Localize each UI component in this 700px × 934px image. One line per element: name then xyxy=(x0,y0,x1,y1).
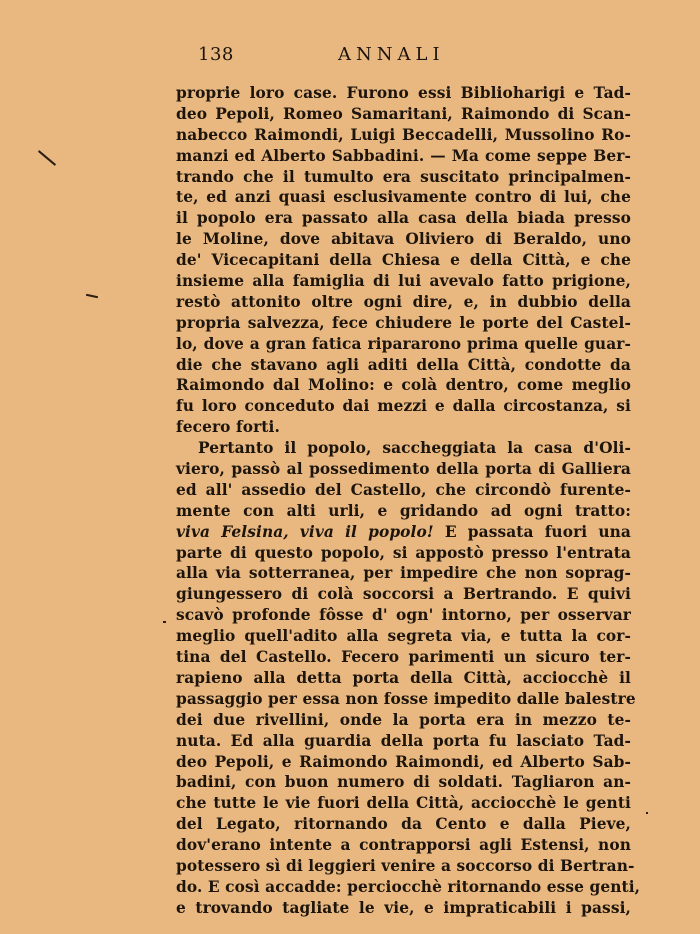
text-line: de' Vicecapitani della Chiesa e della Città, e che xyxy=(176,251,631,270)
text-line: insieme alla famiglia di lui avevalo fatto prigione, xyxy=(176,272,631,291)
text-line: trando che il tumulto era suscitato principalmen- xyxy=(176,167,631,186)
line-continuation: E passata fuori una xyxy=(433,522,631,541)
text-line: te, ed anzi quasi esclusivamente contro di lui, che xyxy=(176,188,631,207)
text-line: badini, con buon numero di soldati. Tagliaron an- xyxy=(176,773,631,792)
margin-dot xyxy=(163,621,166,623)
text-line: parte di questo popolo, si appostò presso l'entrata xyxy=(176,543,631,562)
text-line: nuta. Ed alla guardia della porta fu lasciato Tad- xyxy=(176,731,631,750)
text-line: le Moline, dove abitava Oliviero di Beraldo, uno xyxy=(176,230,631,249)
text-line: che tutte le vie fuori della Città, acciocchè le genti xyxy=(176,794,631,813)
margin-dot xyxy=(646,812,648,814)
text-line: il popolo era passato alla casa della biada presso xyxy=(176,209,631,228)
text-line: del Legato, ritornando da Cento e dalla Pieve, xyxy=(176,815,631,834)
text-line: Pertanto il popolo, saccheggiata la casa d'Oli- xyxy=(198,439,631,458)
text-line: rapieno alla detta porta della Città, acciocchè il xyxy=(176,668,631,687)
text-line xyxy=(176,522,631,543)
text-line: scavò profonde fôsse d' ogn' intorno, per osservar xyxy=(176,606,631,625)
text-line: propria salvezza, fece chiudere le porte del Castel- xyxy=(176,313,631,332)
text-line: dov'erano intente a contrapporsi agli Estensi, non xyxy=(176,836,631,855)
text-line: fu loro conceduto dai mezzi e dalla circostanza, si xyxy=(176,397,631,416)
text-line: meglio quell'adito alla segreta via, e tutta la cor- xyxy=(176,627,631,646)
text-line: restò attonito oltre ogni dire, e, in dubbio della xyxy=(176,292,631,311)
text-line: mente con alti urli, e gridando ad ogni tratto: xyxy=(176,501,631,520)
text-line: fecero forti. xyxy=(176,418,280,437)
page-header xyxy=(178,44,632,70)
text-line: lo, dove a gran fatica ripararono prima quelle guar- xyxy=(176,334,631,353)
text-line: Raimondo dal Molino: e colà dentro, come meglio xyxy=(176,376,631,395)
margin-pen-mark xyxy=(86,294,98,298)
text-line: giungessero di colà soccorsi a Bertrando. E quivi xyxy=(176,585,631,604)
text-line: tina del Castello. Fecero parimenti un sicuro ter- xyxy=(176,648,631,667)
page-number: 138 xyxy=(198,44,234,65)
paragraph xyxy=(176,83,631,438)
text-line: nabecco Raimondi, Luigi Beccadelli, Mussolino Ro- xyxy=(176,125,631,144)
text-line: alla via sotterranea, per impedire che non soprag- xyxy=(176,564,631,583)
text-line: potessero sì di leggieri venire a soccorso di Bertran- xyxy=(176,856,635,875)
text-line: die che stavano agli aditi della Città, condotte da xyxy=(176,355,631,374)
margin-pen-mark xyxy=(38,150,56,166)
text-line: manzi ed Alberto Sabbadini. — Ma come seppe Ber- xyxy=(176,146,631,165)
text-line: viero, passò al possedimento della porta di Galliera xyxy=(176,460,631,479)
text-line: proprie loro case. Furono essi Biblioharigi e Tad- xyxy=(176,84,631,102)
exclamation-italic: viva Felsina, viva il popolo! xyxy=(176,522,434,541)
text-line: deo Pepoli, Romeo Samaritani, Raimondo di Scan- xyxy=(176,104,631,123)
paragraph xyxy=(176,438,641,918)
text-line: e trovando tagliate le vie, e impraticabili i passi, xyxy=(176,898,631,917)
running-title: ANNALI xyxy=(338,44,445,65)
text-line: deo Pepoli, e Raimondo Raimondi, ed Alberto Sab- xyxy=(176,752,631,771)
text-line: ed all' assedio del Castello, che circondò furente- xyxy=(176,480,631,499)
text-line: do. E così accadde: perciocchè ritornando esse genti, xyxy=(176,877,641,896)
text-line: passaggio per essa non fosse impedito dalle balestre xyxy=(176,689,636,708)
text-line: dei due rivellini, onde la porta era in mezzo te- xyxy=(176,710,631,729)
body-text xyxy=(176,83,641,919)
